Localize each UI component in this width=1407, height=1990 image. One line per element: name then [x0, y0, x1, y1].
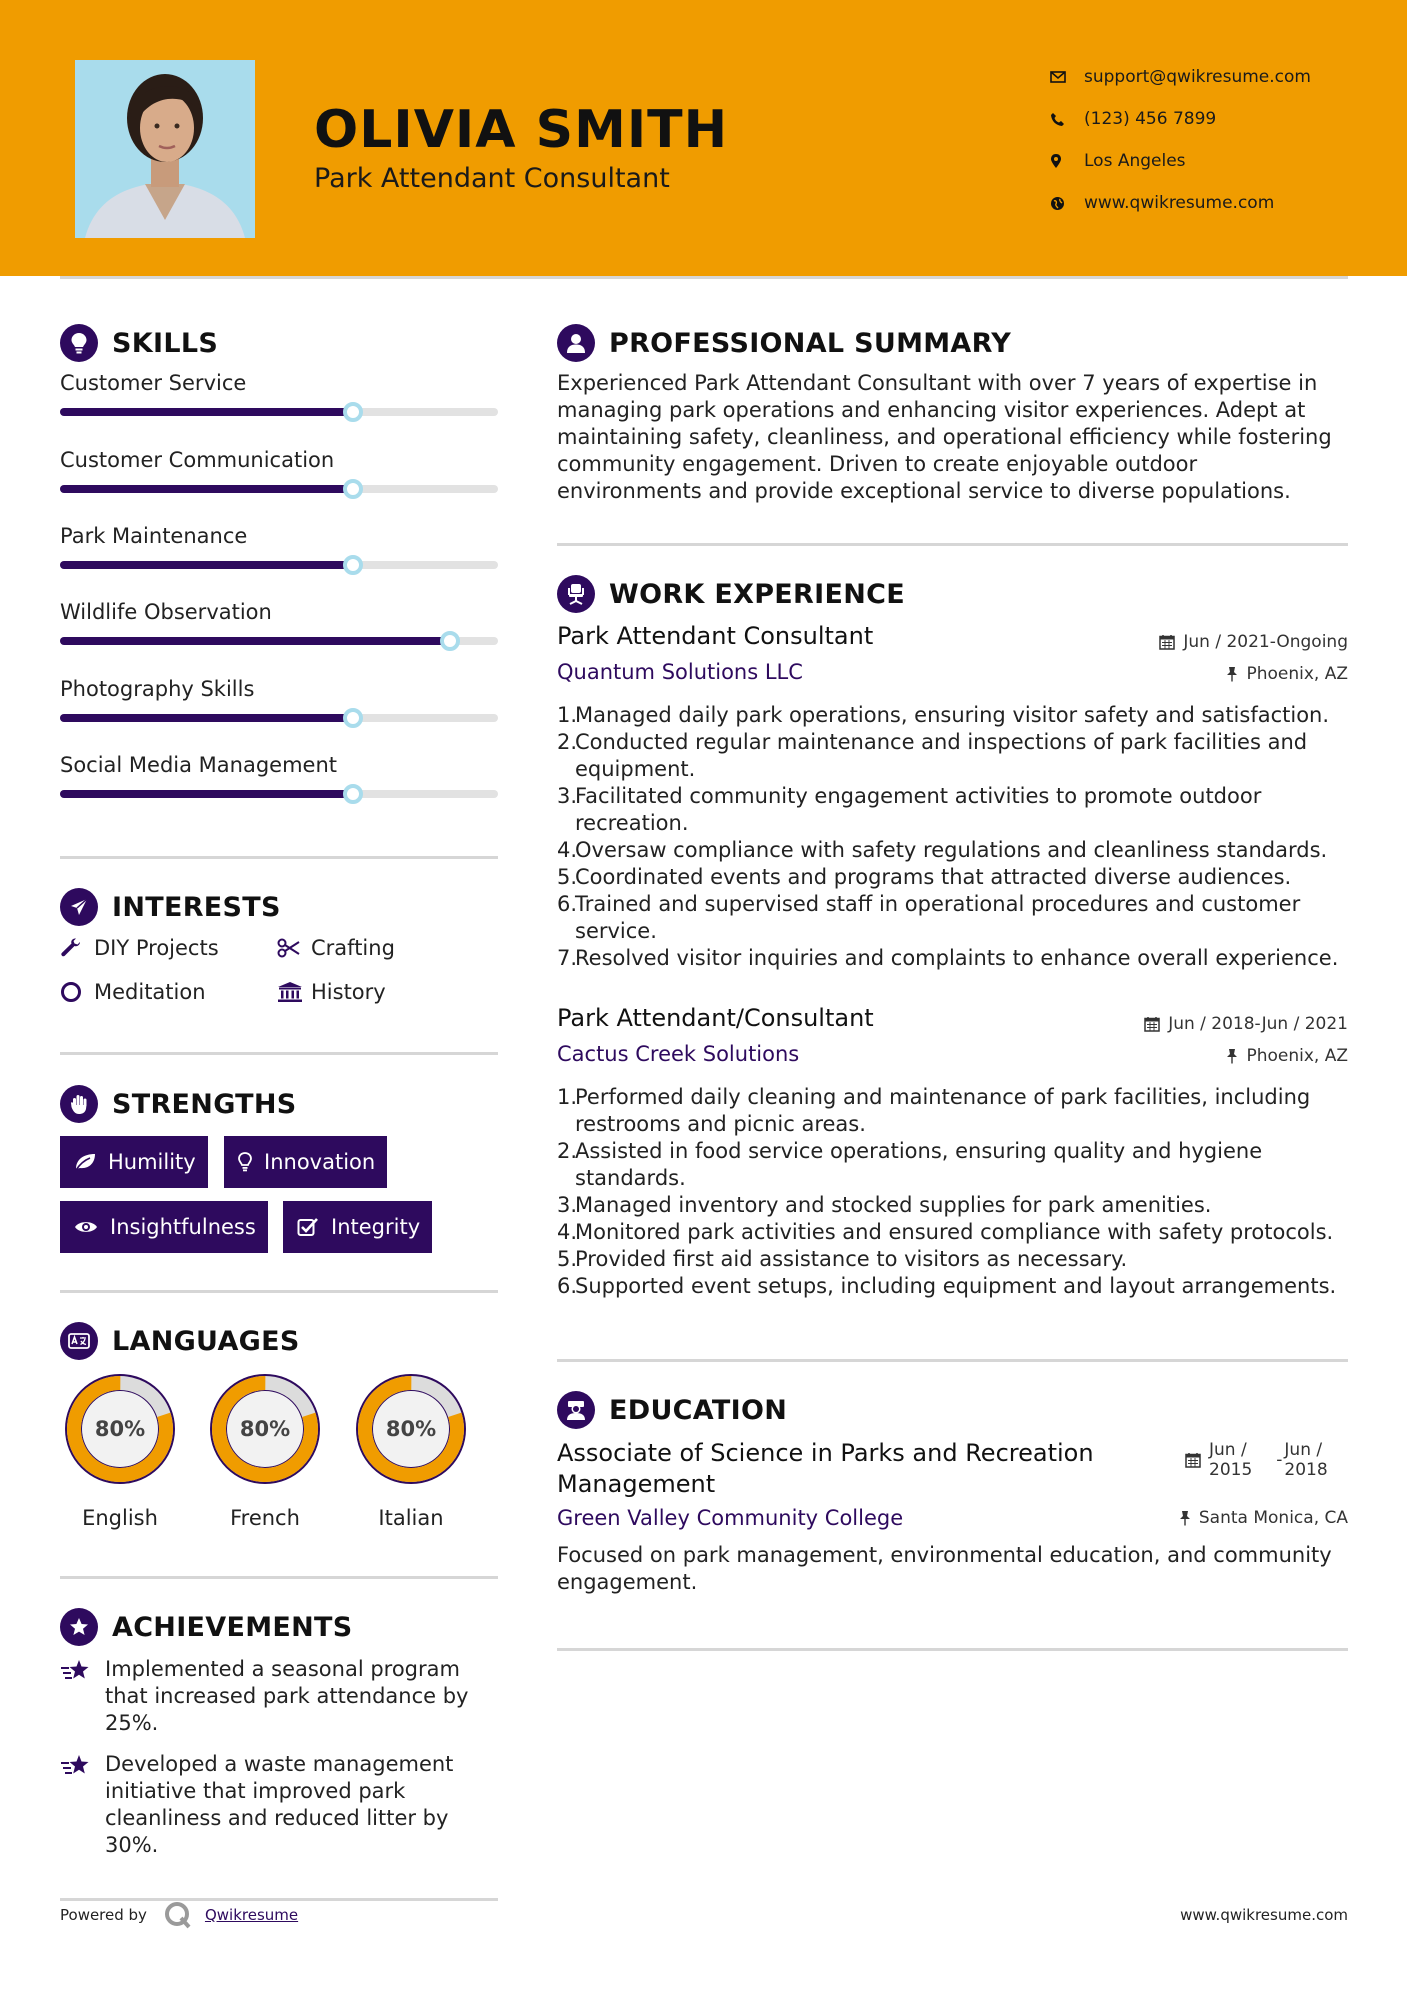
skill-name: Social Media Management [60, 753, 338, 777]
achievement-text: Developed a waste management initiative that improved park cleanliness and reduced litter by 30%. [105, 1752, 454, 1857]
interest-label: History [311, 980, 386, 1004]
leaf-icon [74, 1153, 96, 1171]
education-end [1284, 1440, 1327, 1480]
job-location [1226, 1046, 1348, 1066]
education-dash: - [1276, 1450, 1283, 1470]
shooting-star-icon [60, 1656, 105, 1737]
user-badge-icon [557, 324, 595, 362]
footer-website[interactable]: www.qwikresume.com [1180, 1906, 1348, 1924]
interest-item [60, 936, 219, 960]
experience-title: WORK EXPERIENCE [609, 578, 905, 610]
job-location [1226, 664, 1348, 684]
job-dates [1144, 1014, 1348, 1034]
skill-item [60, 371, 498, 395]
contact-website [1050, 182, 1311, 224]
summary-heading [557, 324, 1011, 362]
skill-name: Wildlife Observation [60, 600, 272, 624]
skill-name: Customer Communication [60, 448, 335, 472]
job-dates-text: Jun / 2021-Ongoing [1183, 632, 1348, 652]
check-square-icon [297, 1217, 319, 1237]
graduate-badge-icon [557, 1391, 595, 1429]
education-degree: Associate of Science in Parks and Recreation Management [557, 1439, 1094, 1498]
education-start-year: 2015 [1209, 1460, 1253, 1480]
skill-bar [60, 408, 498, 416]
language-item [204, 1368, 326, 1530]
achievement-item [60, 1656, 500, 1737]
education-start [1209, 1440, 1252, 1480]
list-item: 5. Coordinated events and programs that attracted diverse audiences. [557, 865, 1292, 889]
pushpin-icon [1179, 1510, 1191, 1526]
interest-item [60, 980, 206, 1004]
phone-icon [1050, 112, 1084, 127]
language-name: Italian [378, 1506, 444, 1530]
job-location-text: Phoenix, AZ [1246, 1046, 1348, 1066]
skill-bar-knob [343, 479, 363, 499]
section-divider [60, 1052, 498, 1055]
skill-bar-knob [343, 555, 363, 575]
skill-bar-fill [60, 485, 353, 493]
wrench-icon [60, 937, 94, 959]
job-title: Park Attendant Consultant [557, 622, 874, 650]
job-bullets [557, 1084, 1347, 1300]
interest-label: Crafting [311, 936, 395, 960]
skill-bar-fill [60, 637, 450, 645]
contact-email [1050, 56, 1311, 98]
list-item: 2. Conducted regular maintenance and inspections of park facilities and equipment. [557, 730, 1308, 781]
calendar-icon [1159, 634, 1175, 650]
job-company: Quantum Solutions LLC [557, 660, 803, 684]
scissors-icon [277, 938, 311, 958]
calendar-icon [1185, 1440, 1201, 1480]
chair-badge-icon [557, 575, 595, 613]
candidate-title: Park Attendant Consultant [314, 163, 670, 194]
translate-badge-icon [60, 1322, 98, 1360]
education-description: Focused on park management, environmental education, and community engagement. [557, 1543, 1332, 1594]
skill-bar-fill [60, 790, 353, 798]
list-item: 1. Performed daily cleaning and maintenance of park facilities, including restrooms and picnic areas. [557, 1085, 1311, 1136]
language-item [350, 1368, 472, 1530]
skill-item [60, 524, 498, 548]
circle-icon [60, 981, 94, 1003]
section-divider [557, 1648, 1348, 1651]
skill-bar-knob [343, 784, 363, 804]
interests-title: INTERESTS [112, 891, 281, 923]
language-percent: 80% [94, 1417, 146, 1441]
education-title: EDUCATION [609, 1394, 788, 1426]
pushpin-icon [1226, 666, 1238, 682]
paper-plane-badge-icon [60, 888, 98, 926]
list-item: 6. Trained and supervised staff in operational procedures and customer service. [557, 892, 1301, 943]
achievements-title: ACHIEVEMENTS [112, 1611, 353, 1643]
achievement-item [60, 1751, 500, 1859]
contact-list [1050, 56, 1311, 224]
languages-heading [60, 1322, 300, 1360]
section-divider [60, 856, 498, 859]
skills-heading [60, 324, 218, 362]
footer-powered [60, 1900, 298, 1930]
map-pin-icon [1050, 153, 1084, 169]
language-item [59, 1368, 181, 1530]
education-school: Green Valley Community College [557, 1506, 904, 1530]
list-item: 3. Managed inventory and stocked supplies for park amenities. [557, 1193, 1212, 1217]
contact-location-text: Los Angeles [1084, 151, 1186, 171]
skill-bar [60, 561, 498, 569]
qwikresume-logo-icon [163, 1900, 193, 1930]
section-divider [557, 543, 1348, 546]
contact-email-text[interactable]: support@qwikresume.com [1084, 67, 1311, 87]
hand-badge-icon [60, 1085, 98, 1123]
star-badge-icon [60, 1608, 98, 1646]
education-heading [557, 1391, 787, 1429]
resume-header [0, 0, 1407, 276]
strength-label: Humility [108, 1150, 196, 1174]
interests-heading [60, 888, 281, 926]
contact-phone [1050, 98, 1311, 140]
interest-item [277, 936, 395, 960]
language-percent: 80% [239, 1417, 291, 1441]
strength-label: Innovation [264, 1150, 376, 1174]
skill-bar-fill [60, 714, 353, 722]
candidate-name: OLIVIA SMITH [314, 100, 729, 160]
lightbulb-icon [238, 1152, 252, 1172]
education-end-month: Jun / [1284, 1440, 1323, 1460]
job-title: Park Attendant/Consultant [557, 1004, 874, 1032]
list-item: 6. Supported event setups, including equipment and layout arrangements. [557, 1274, 1337, 1298]
skill-bar [60, 714, 498, 722]
skill-bar-knob [343, 402, 363, 422]
skill-item [60, 600, 498, 624]
list-item: 5. Provided first aid assistance to visitors as necessary. [557, 1247, 1128, 1271]
shooting-star-icon [60, 1751, 105, 1859]
skill-name: Customer Service [60, 371, 247, 395]
summary-text: Experienced Park Attendant Consultant with over 7 years of expertise in managing park operations and enhancing visitor experiences. Adept at maintaining safety, cleanliness, and operational efficiency while fostering community engagement. Driven to create enjoyable outdoor environments and provide exceptional service to diverse populations. [557, 371, 1332, 503]
experience-heading [557, 575, 905, 613]
skill-bar-fill [60, 408, 353, 416]
strengths-heading [60, 1085, 297, 1123]
strength-tag [283, 1201, 432, 1253]
skill-bar [60, 485, 498, 493]
interest-label: DIY Projects [94, 936, 219, 960]
list-item: 4. Oversaw compliance with safety regulations and cleanliness standards. [557, 838, 1328, 862]
contact-phone-text[interactable]: (123) 456 7899 [1084, 109, 1217, 129]
header-divider [60, 276, 1348, 279]
skill-bar-knob [440, 631, 460, 651]
strength-tag [60, 1136, 208, 1188]
strength-tag [60, 1201, 268, 1253]
achievements-heading [60, 1608, 353, 1646]
bank-icon [277, 981, 311, 1003]
achievement-text: Implemented a seasonal program that increased park attendance by 25%. [105, 1657, 469, 1735]
interest-label: Meditation [94, 980, 206, 1004]
interest-item [277, 980, 386, 1004]
section-divider [60, 1576, 498, 1579]
job-company: Cactus Creek Solutions [557, 1042, 800, 1066]
language-name: English [82, 1506, 158, 1530]
strength-label: Integrity [331, 1215, 421, 1239]
powered-by-label: Powered by [60, 1906, 147, 1924]
section-divider [557, 1359, 1348, 1362]
skill-bar [60, 637, 498, 645]
list-item: 7. Resolved visitor inquiries and complaints to enhance overall experience. [557, 946, 1339, 970]
education-location [1179, 1508, 1348, 1528]
calendar-icon [1144, 1016, 1160, 1032]
qwikresume-link[interactable]: Qwikresume [204, 1906, 299, 1924]
education-end-year: 2018 [1284, 1460, 1328, 1480]
eye-icon [74, 1219, 98, 1235]
strength-tag [224, 1136, 387, 1188]
language-name: French [230, 1506, 300, 1530]
languages-title: LANGUAGES [112, 1325, 300, 1357]
summary-title: PROFESSIONAL SUMMARY [609, 327, 1012, 359]
contact-location [1050, 140, 1311, 182]
strengths-title: STRENGTHS [112, 1088, 297, 1120]
job-dates-text: Jun / 2018-Jun / 2021 [1168, 1014, 1348, 1034]
skill-bar-fill [60, 561, 353, 569]
skill-name: Photography Skills [60, 677, 255, 701]
list-item: 4. Monitored park activities and ensured compliance with safety protocols. [557, 1220, 1334, 1244]
skill-item [60, 677, 498, 701]
envelope-icon [1050, 71, 1084, 83]
skill-item [60, 448, 498, 472]
job-bullets [557, 702, 1347, 972]
skill-bar [60, 790, 498, 798]
skill-name: Park Maintenance [60, 524, 248, 548]
education-dates [1185, 1440, 1328, 1480]
lightbulb-badge-icon [60, 324, 98, 362]
job-location-text: Phoenix, AZ [1246, 664, 1348, 684]
education-start-month: Jun / [1209, 1440, 1247, 1460]
section-divider [60, 1290, 498, 1293]
skill-item [60, 753, 498, 777]
skill-bar-knob [343, 708, 363, 728]
strength-label: Insightfulness [110, 1215, 256, 1239]
profile-photo [75, 60, 255, 238]
job-dates [1159, 632, 1348, 652]
skills-title: SKILLS [112, 327, 219, 359]
list-item: 3. Facilitated community engagement activities to promote outdoor recreation. [557, 784, 1262, 835]
globe-icon [1050, 196, 1084, 211]
education-location-text: Santa Monica, CA [1198, 1508, 1348, 1528]
list-item: 2. Assisted in food service operations, ensuring quality and hygiene standards. [557, 1139, 1263, 1190]
pushpin-icon [1226, 1048, 1238, 1064]
contact-website-text[interactable]: www.qwikresume.com [1084, 193, 1275, 213]
language-percent: 80% [385, 1417, 437, 1441]
list-item: 1. Managed daily park operations, ensuring visitor safety and satisfaction. [557, 703, 1330, 727]
